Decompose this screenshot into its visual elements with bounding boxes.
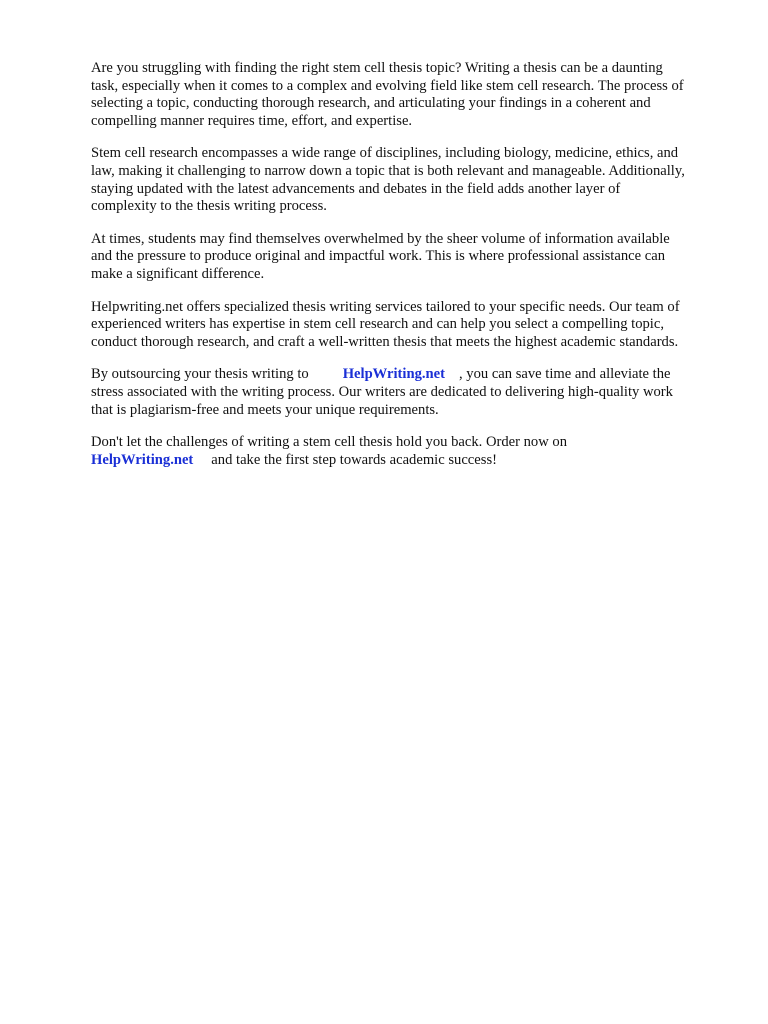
helpwriting-link-1[interactable]: HelpWriting.net: [342, 366, 445, 383]
outsourcing-text-before: By outsourcing your thesis writing to: [91, 366, 309, 383]
outsourcing-text-after: , you can save time and alleviate the stress associated with the writing process. Our writers are dedicated to delivering high-quality work that is plagiarism-free and meets your unique requirements.: [91, 366, 673, 418]
paragraph-outsourcing: [91, 366, 731, 419]
cta-text-after: and take the first step towards academic success!: [211, 451, 497, 468]
cta-text-before: Don't let the challenges of writing a stem cell thesis hold you back. Order now on: [91, 434, 567, 451]
paragraph-services: Helpwriting.net offers specialized thesis writing services tailored to your specific needs. Our team of experienced writers has expertise in stem cell research and can help you select a compelling topic, conduct thorough research, and craft a well-written thesis that meets the highest academic standards.: [91, 298, 680, 350]
paragraph-call-to-action: [91, 434, 731, 469]
helpwriting-link-2[interactable]: HelpWriting.net: [91, 451, 194, 468]
paragraph-overwhelmed: At times, students may find themselves overwhelmed by the sheer volume of information available and the pressure to produce original and impactful work. This is where professional assistance can make a significant difference.: [91, 230, 670, 282]
paragraph-disciplines: Stem cell research encompasses a wide range of disciplines, including biology, medicine, ethics, and law, making it challenging to narrow down a topic that is both relevant and manageable. Additionally, staying updated with the latest advancements and debates in the field adds another layer of complexity to the thesis writing process.: [91, 145, 685, 215]
paragraph-intro: Are you struggling with finding the right stem cell thesis topic? Writing a thesis can be a daunting task, especially when it comes to a complex and evolving field like stem cell research. The process of selecting a topic, conducting thorough research, and articulating your findings in a coherent and compelling manner requires time, effort, and expertise.: [91, 60, 684, 129]
document-body: [91, 60, 731, 484]
